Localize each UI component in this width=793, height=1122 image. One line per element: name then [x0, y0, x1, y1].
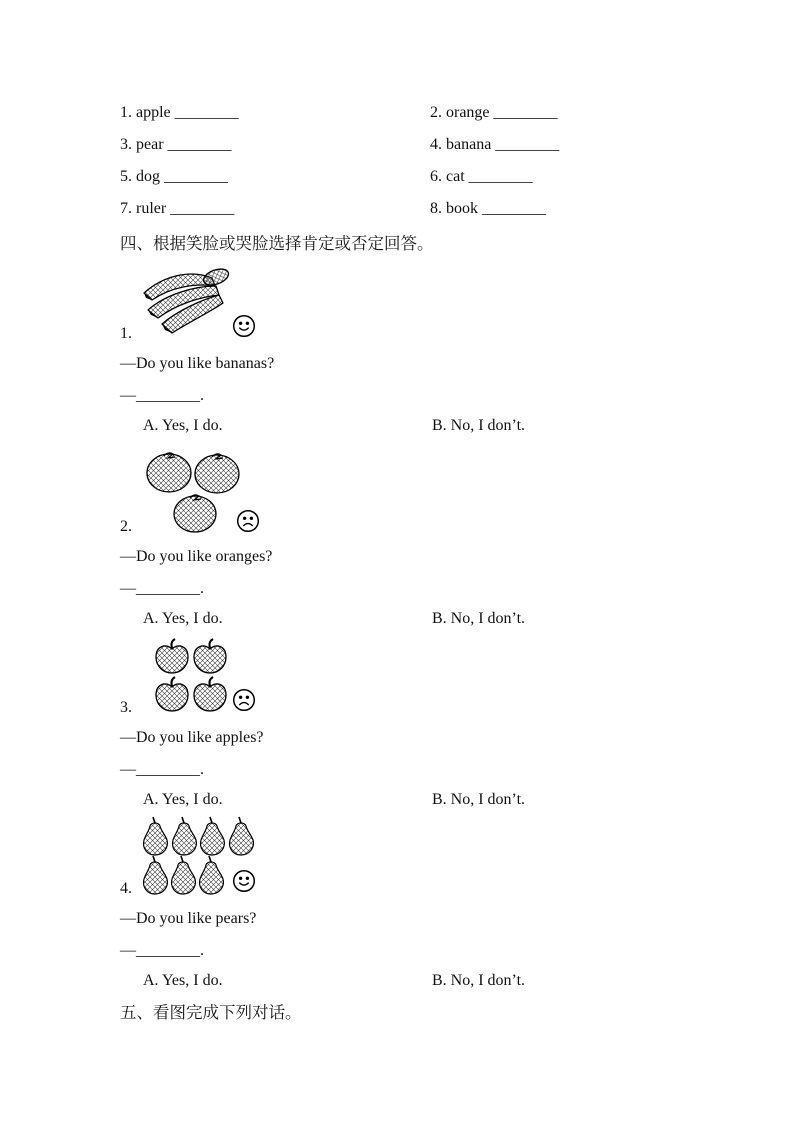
option-b: B. No, I don’t.: [432, 610, 526, 627]
option-b: B. No, I don’t.: [432, 791, 526, 808]
section5-heading: 五、看图完成下列对话。: [120, 1004, 302, 1022]
question-text: —Do you like bananas?: [120, 355, 275, 372]
vocab-item-apple: 1. apple ________: [120, 104, 239, 121]
option-a: A. Yes, I do.: [143, 791, 223, 808]
options-row: [120, 417, 753, 434]
sad-face-icon: [232, 688, 256, 712]
vocab-item-banana: 4. banana ________: [430, 136, 560, 153]
options-row: [120, 972, 753, 989]
smiley-face-icon: [232, 314, 256, 338]
vocab-item-orange: 2. orange ________: [430, 104, 558, 121]
option-b: B. No, I don’t.: [432, 417, 526, 434]
smiley-face-icon: [232, 869, 256, 893]
question-1-figure: [120, 265, 753, 343]
question-number: 4.: [120, 880, 132, 897]
option-b: B. No, I don’t.: [432, 972, 526, 989]
bananas-image: [138, 330, 235, 347]
question-text: —Do you like pears?: [120, 910, 257, 927]
question-3: [120, 635, 753, 808]
answer-blank: —________.: [120, 387, 204, 404]
question-2: [120, 448, 753, 627]
answer-blank: —________.: [120, 942, 204, 959]
question-number: 1.: [120, 325, 132, 342]
answer-blank: —________.: [120, 580, 204, 597]
section4-heading: 四、根据笑脸或哭脸选择肯定或否定回答。: [120, 235, 434, 253]
question-number: 3.: [120, 699, 132, 716]
vocab-item-pear: 3. pear ________: [120, 136, 232, 153]
question-4-figure: [120, 816, 753, 898]
option-a: A. Yes, I do.: [143, 417, 223, 434]
options-row: [120, 610, 753, 627]
question-text: —Do you like apples?: [120, 729, 264, 746]
vocab-item-book: 8. book ________: [430, 200, 546, 217]
vocab-item-ruler: 7. ruler ________: [120, 200, 235, 217]
apples-image: [151, 704, 233, 721]
question-4: [120, 816, 753, 989]
vocab-item-dog: 5. dog ________: [120, 168, 228, 185]
options-row: [120, 791, 753, 808]
question-2-figure: [120, 448, 753, 536]
option-a: A. Yes, I do.: [143, 972, 223, 989]
sad-face-icon: [236, 509, 260, 533]
vocab-item-cat: 6. cat ________: [430, 168, 533, 185]
question-3-figure: [120, 635, 753, 717]
question-number: 2.: [120, 518, 132, 535]
option-a: A. Yes, I do.: [143, 610, 223, 627]
question-text: —Do you like oranges?: [120, 548, 273, 565]
question-1: [120, 265, 753, 434]
vocab-list: [120, 104, 753, 217]
oranges-image: [146, 523, 241, 540]
answer-blank: —________.: [120, 761, 204, 778]
